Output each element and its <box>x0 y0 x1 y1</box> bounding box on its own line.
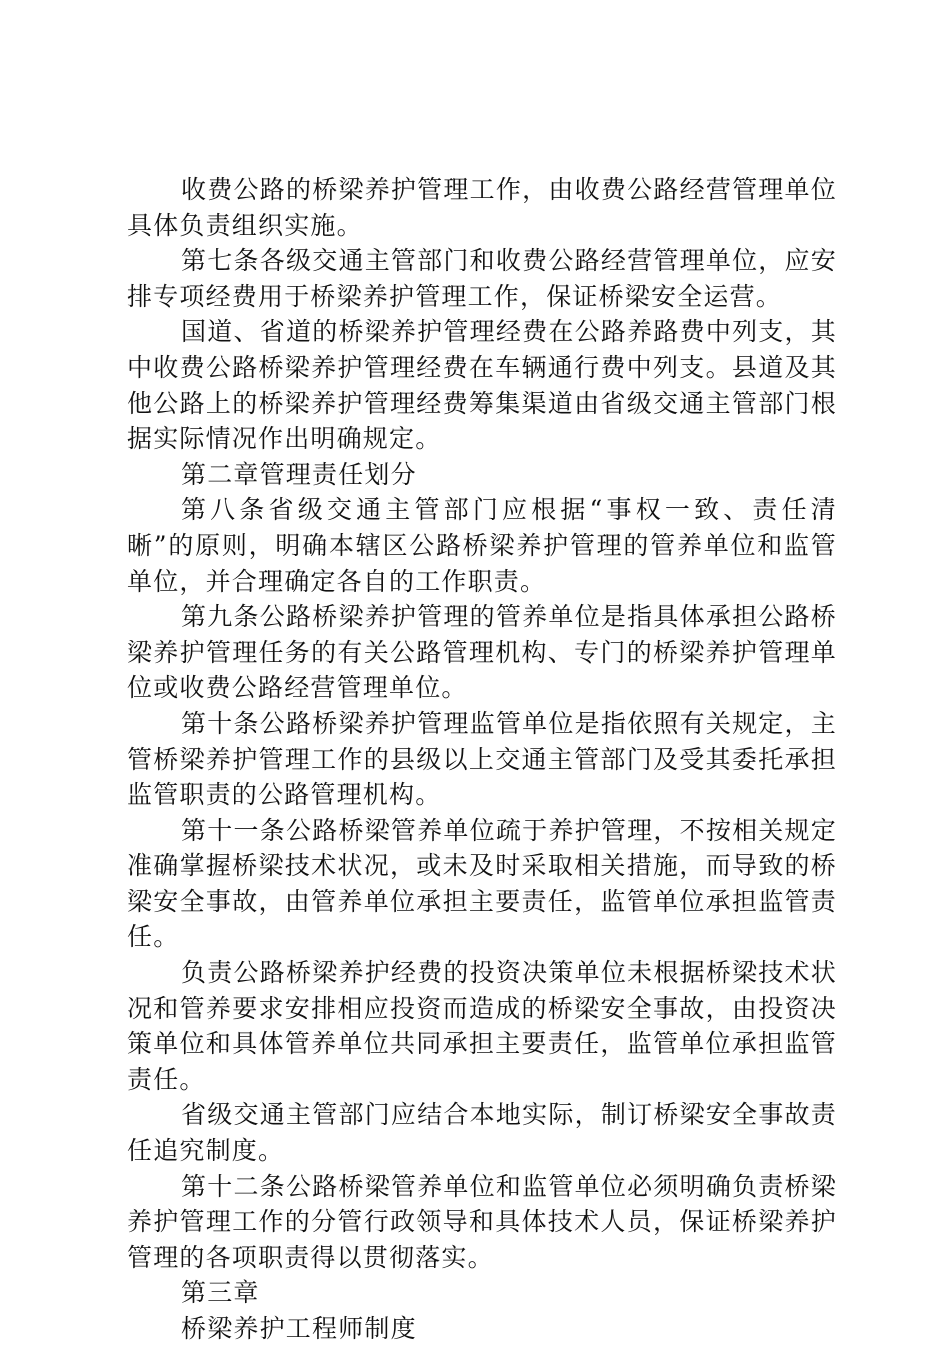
paragraph-investment-responsibility: 负责公路桥梁养护经费的投资决策单位未根据桥梁技术状况和管养要求安排相应投资而造成的桥梁安全事故，由投资决策单位和具体管养单位共同承担主要责任，监管单位承担监管责任。 <box>127 958 837 1094</box>
chapter-3-title: 桥梁养护工程师制度 <box>181 1314 417 1343</box>
paragraph-article-10: 第十条公路桥梁养护管理监管单位是指依照有关规定，主管桥梁养护管理工作的县级以上交通主管部门及受其委托承担监管职责的公路管理机构。 <box>127 708 837 810</box>
paragraph-article-11: 第十一条公路桥梁管养单位疏于养护管理，不按相关规定准确掌握桥梁技术状况，或未及时采取相关措施，而导致的桥梁安全事故，由管养单位承担主要责任，监管单位承担监管责任。 <box>127 815 837 952</box>
document-body <box>127 172 837 1347</box>
paragraph-funding-sources: 国道、省道的桥梁养护管理经费在公路养路费中列支，其中收费公路桥梁养护管理经费在车辆通行费中列支。县道及其他公路上的桥梁养护管理经费筹集渠道由省级交通主管部门根据实际情况作出明确规定。 <box>127 317 837 454</box>
chapter-2-heading: 第二章管理责任划分 <box>181 459 417 489</box>
paragraph-article-9: 第九条公路桥梁养护管理的管养单位是指具体承担公路桥梁养护管理任务的有关公路管理机构、专门的桥梁养护管理单位或收费公路经营管理单位。 <box>127 602 837 703</box>
chapter-3-heading: 第三章 <box>181 1278 260 1308</box>
paragraph-article-12: 第十二条公路桥梁管养单位和监管单位必须明确负责桥梁养护管理工作的分管行政领导和具体技术人员，保证桥梁养护管理的各项职责得以贯彻落实。 <box>127 1171 837 1272</box>
paragraph-accountability-system: 省级交通主管部门应结合本地实际，制订桥梁安全事故责任追究制度。 <box>127 1100 837 1166</box>
paragraph-toll-road-maintenance: 收费公路的桥梁养护管理工作，由收费公路经营管理单位具体负责组织实施。 <box>127 175 837 240</box>
paragraph-article-7: 第七条各级交通主管部门和收费公路经营管理单位，应安排专项经费用于桥梁养护管理工作，保证桥梁安全运营。 <box>127 246 837 311</box>
paragraph-article-8: 第八条省级交通主管部门应根据“事权一致、责任清晰”的原则，明确本辖区公路桥梁养护管理的管养单位和监管单位，并合理确定各自的工作职责。 <box>127 495 837 596</box>
